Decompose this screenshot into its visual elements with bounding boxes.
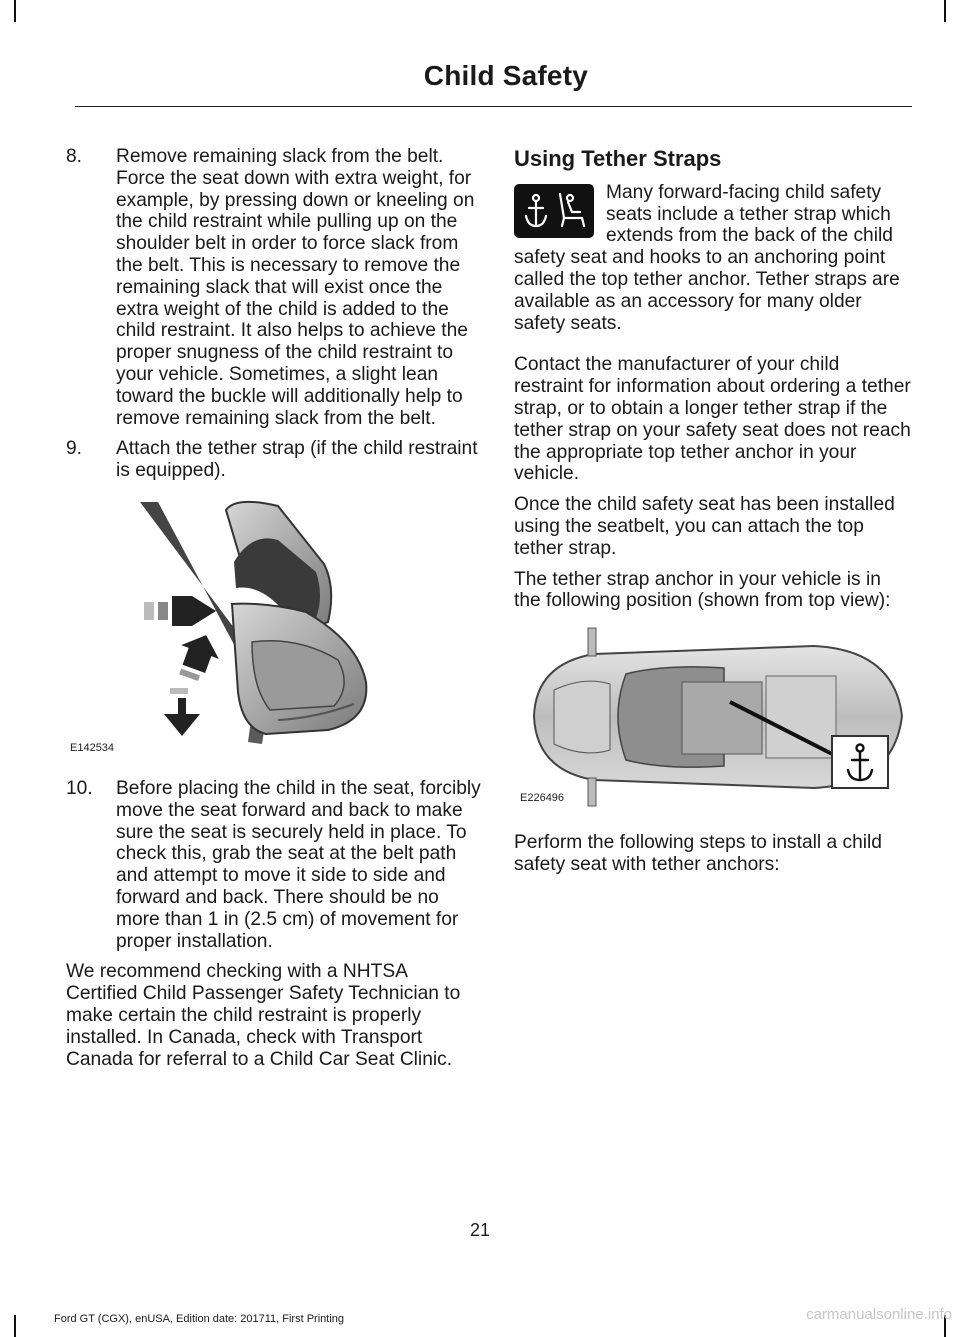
step-number: 8.: [66, 146, 83, 167]
intro-paragraph: Many forward-facing child safety seats include a tether strap which extends from the back of the child safety seat and hooks to an anchoring point called the top tether anchor. Tether straps are available as an accessory for many older safety seats.: [514, 181, 900, 334]
step-item: [66, 778, 482, 952]
crop-mark: [14, 0, 16, 22]
body-paragraph: The tether strap anchor in your vehicle is in the following position (shown from top view):: [514, 568, 891, 612]
header-divider: [75, 106, 912, 107]
watermark: carmanualsonline.info: [806, 1306, 952, 1323]
body-paragraph: We recommend checking with a NHTSA Certified Child Passenger Safety Technician to make certain the child restraint is properly installed. In Canada, check with Transport Canada for referral to a Child Car Seat Clinic.: [66, 961, 461, 1070]
step-text: Attach the tether strap (if the child restraint is equipped).: [116, 438, 478, 482]
page-title: Child Safety: [423, 60, 588, 91]
step-number: 10.: [66, 777, 93, 799]
child-seat-figure: [66, 492, 482, 762]
figure-code: E226496: [520, 792, 565, 805]
step-item: [66, 438, 482, 482]
crop-mark: [944, 0, 946, 22]
tether-anchor-child-seat-icon: [514, 184, 594, 238]
step-text: Before placing the child in the seat, forcibly move the seat forward and back to make sure the seat is securely held in place. To check this, grab the seat at the belt path and attempt to move it side to side and forward and back. There should be no more than 1 in (2.5 cm) of movement for proper installation.: [116, 777, 481, 952]
figure-code: E142534: [70, 742, 115, 755]
step-number: 9.: [66, 438, 83, 460]
tether-anchor-child-seat-icon-graphic: [514, 184, 594, 238]
page-number: 21: [469, 1220, 491, 1240]
edition-info: Ford GT (CGX), enUSA, Edition date: 201711, First Printing: [54, 1313, 344, 1325]
body-paragraph: Once the child safety seat has been installed using the seatbelt, you can attach the top tether strap.: [514, 494, 895, 559]
child-seat-illustration: [66, 492, 482, 762]
step-item: [66, 146, 482, 429]
body-paragraph: Contact the manufacturer of your child restraint for information about ordering a tether strap, or to obtain a longer tether strap if the tether strap on your safety seat does not reach the appropriate top tether anchor in your vehicle.: [514, 354, 911, 485]
step-text: Remove remaining slack from the belt. Force the seat down with extra weight, for example, by pressing down or kneeling on the child restraint while pulling up on the shoulder belt in order to force slack from the belt. This is necessary to remove the remaining slack that will exist once the extra weight of the child is added to the child restraint. It also helps to achieve the proper snugness of the child restraint to your vehicle. Sometimes, a slight lean toward the buckle will additionally help to remove remaining slack from the belt.: [116, 146, 475, 429]
vehicle-top-view-illustration: [514, 624, 912, 810]
vehicle-top-view-figure: [514, 624, 912, 810]
body-paragraph: Perform the following steps to install a child safety seat with tether anchors:: [514, 832, 882, 875]
right-column: [514, 146, 912, 885]
crop-mark: [14, 1315, 16, 1337]
section-heading: Using Tether Straps: [514, 146, 722, 171]
left-column: [66, 146, 482, 1079]
